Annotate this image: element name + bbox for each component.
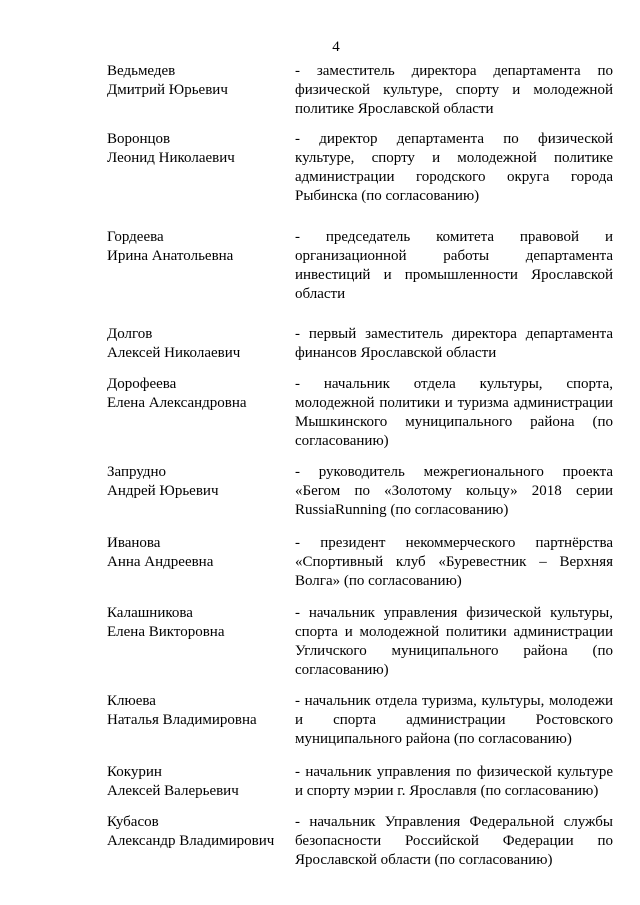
member-name — [107, 692, 295, 730]
member-entry — [107, 813, 613, 870]
member-entry — [107, 534, 613, 591]
member-given-names: Андрей Юрьевич — [107, 483, 219, 499]
member-given-names: Елена Викторовна — [107, 624, 225, 640]
member-surname: Кубасов — [107, 814, 159, 830]
member-list — [107, 62, 613, 870]
member-role: - первый заместитель директора департамента финансов Ярославской области — [295, 326, 613, 361]
member-surname: Ведьмедев — [107, 63, 176, 79]
member-name — [107, 604, 295, 642]
member-role: - президент некоммерческого партнёрства «Спортивный клуб «Буревестник – Верхняя Волга» (по согласованию) — [295, 535, 613, 589]
member-given-names: Алексей Валерьевич — [107, 783, 239, 799]
member-name — [107, 813, 295, 851]
member-name — [107, 534, 295, 572]
member-role: - заместитель директора департамента по физической культуре, спорту и молодежной политике Ярославской области — [295, 63, 613, 117]
member-entry — [107, 130, 613, 206]
member-given-names: Елена Александровна — [107, 395, 247, 411]
member-entry — [107, 692, 613, 749]
member-surname: Воронцов — [107, 131, 171, 147]
member-surname: Клюева — [107, 693, 156, 709]
member-surname: Дорофеева — [107, 376, 177, 392]
page-number: 4 — [332, 39, 340, 55]
member-given-names: Леонид Николаевич — [107, 150, 235, 166]
member-entry — [107, 604, 613, 680]
member-surname: Калашникова — [107, 605, 193, 621]
member-name — [107, 62, 295, 100]
member-name — [107, 375, 295, 413]
member-role: - председатель комитета правовой и организационной работы департамента инвестиций и промышленности Ярославской области — [295, 229, 613, 302]
member-given-names: Наталья Владимировна — [107, 712, 257, 728]
member-given-names: Анна Андреевна — [107, 554, 214, 570]
member-role: - начальник отдела культуры, спорта, молодежной политики и туризма администрации Мышкинского муниципального района (по согласованию) — [295, 376, 613, 449]
member-name — [107, 463, 295, 501]
member-role: - директор департамента по физической культуре, спорту и молодежной политике администрации городского округа города Рыбинска (по согласованию) — [295, 131, 613, 204]
member-given-names: Ирина Анатольевна — [107, 248, 234, 264]
member-surname: Долгов — [107, 326, 153, 342]
member-entry — [107, 463, 613, 520]
member-given-names: Алексей Николаевич — [107, 345, 241, 361]
member-role: - начальник управления по физической культуре и спорту мэрии г. Ярославля (по согласованию) — [295, 764, 613, 799]
member-surname: Гордеева — [107, 229, 164, 245]
member-role: - начальник управления физической культуры, спорта и молодежной политики администрации Угличского муниципального района (по согласованию) — [295, 605, 613, 678]
member-entry — [107, 228, 613, 304]
member-role: - начальник Управления Федеральной службы безопасности Российской Федерации по Ярославской области (по согласованию) — [295, 814, 613, 868]
member-given-names: Александр Владимирович — [107, 833, 275, 849]
member-given-names: Дмитрий Юрьевич — [107, 82, 228, 98]
member-name — [107, 130, 295, 168]
member-name — [107, 228, 295, 266]
member-surname: Запрудно — [107, 464, 167, 480]
member-role: - начальник отдела туризма, культуры, молодежи и спорта администрации Ростовского муниципального района (по согласованию) — [295, 693, 613, 747]
member-entry — [107, 62, 613, 119]
member-name — [107, 325, 295, 363]
member-entry — [107, 325, 613, 363]
member-role: - руководитель межрегионального проекта «Бегом по «Золотому кольцу» 2018 серии RussiaRunning (по согласованию) — [295, 464, 613, 518]
member-entry — [107, 763, 613, 801]
member-surname: Иванова — [107, 535, 161, 551]
member-entry — [107, 375, 613, 451]
member-name — [107, 763, 295, 801]
member-surname: Кокурин — [107, 764, 162, 780]
